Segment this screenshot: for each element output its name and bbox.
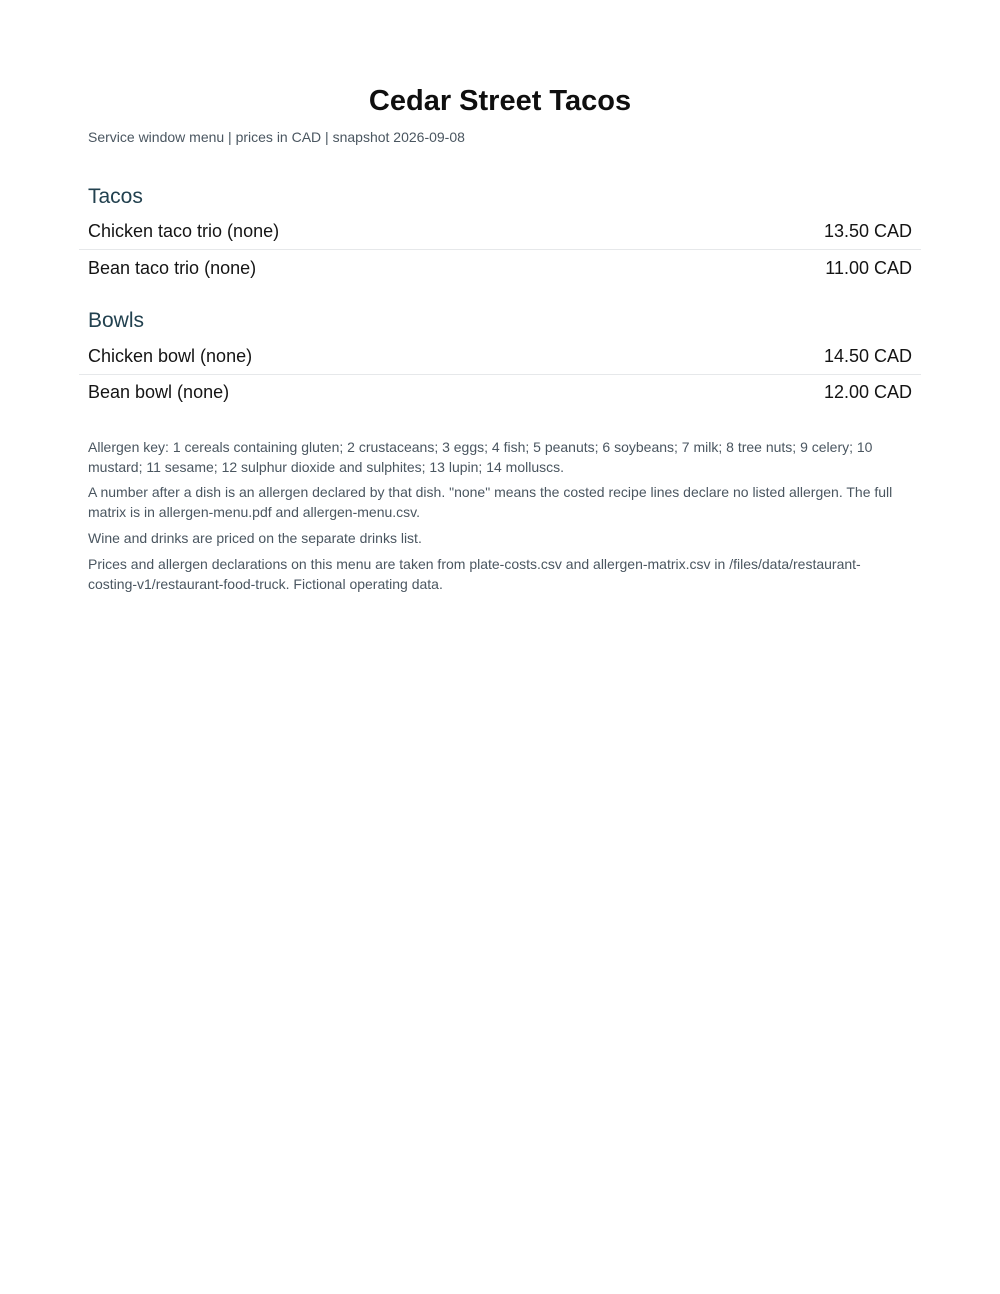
menu-item-row [79,251,921,287]
allergen-explanation-note: A number after a dish is an allergen declared by that dish. "none" means the costed recipe lines declare no listed allergen. The full matrix is in allergen-menu.pdf and allergen-menu.csv. [88,484,893,520]
menu-item-name: Bean taco trio (none) [88,258,257,278]
menu-item-row [79,375,921,411]
menu-item-name: Chicken bowl (none) [88,346,253,366]
drinks-note: Wine and drinks are priced on the separate drinks list. [88,530,422,546]
menu-item-price: 11.00 CAD [825,258,912,278]
menu-item-row [79,214,921,250]
section-heading-tacos: Tacos [88,185,143,208]
menu-item-row [79,339,921,375]
data-source-note: Prices and allergen declarations on this menu are taken from plate-costs.csv and allergen-matrix.csv in /files/data/restaurant-costing-v1/restaurant-food-truck. Fictional operating data. [88,556,861,592]
menu-item-price: 13.50 CAD [823,221,912,241]
menu-item-price: 12.00 CAD [823,382,912,402]
section-heading-bowls: Bowls [88,309,145,332]
page-subtitle: Service window menu | prices in CAD | snapshot 2026-09-08 [88,129,465,145]
menu-item-name: Bean bowl (none) [88,382,230,402]
menu-item-name: Chicken taco trio (none) [88,221,280,241]
allergen-key-note: Allergen key: 1 cereals containing gluten; 2 crustaceans; 3 eggs; 4 fish; 5 peanuts; 6 soybeans; 7 milk; 8 tree nuts; 9 celery; 10 mustard; 11 sesame; 12 sulphur dioxide and sulphites; 13 lupin; 14 molluscs. [88,439,873,475]
menu-item-price: 14.50 CAD [823,346,912,366]
page-title: Cedar Street Tacos [368,85,632,117]
